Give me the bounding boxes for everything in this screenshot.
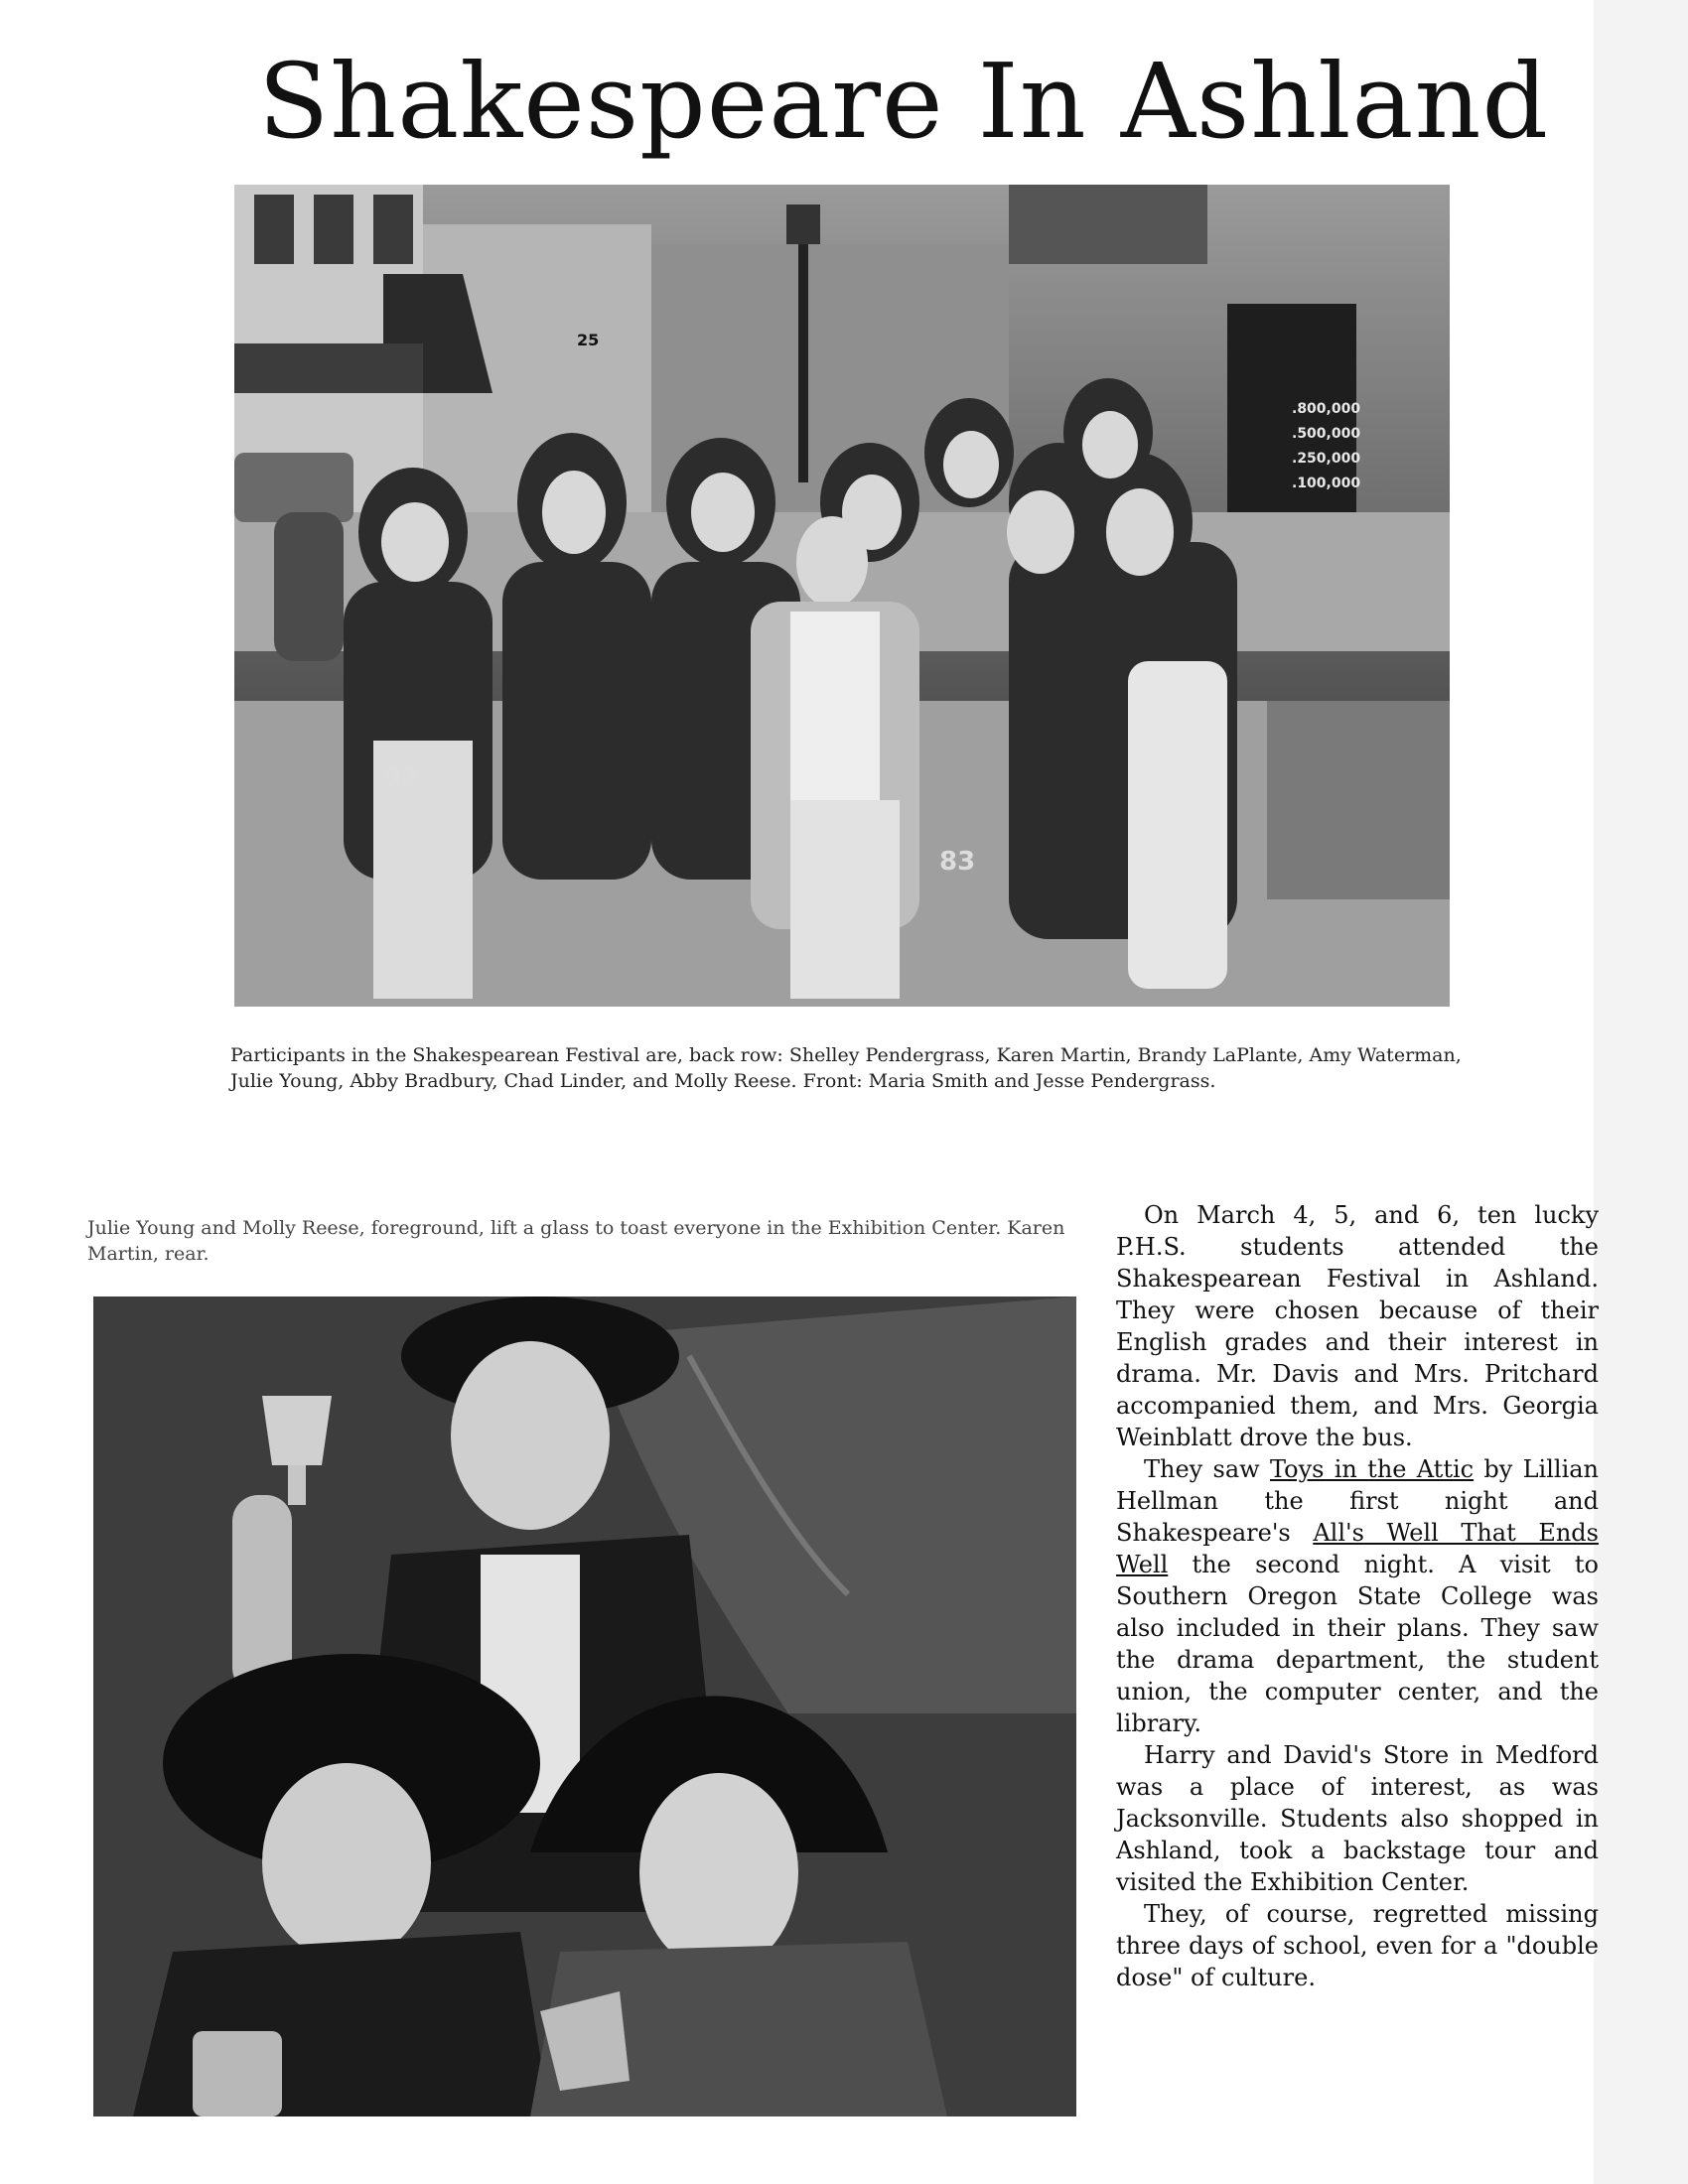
sign-number-4: .100,000 — [1292, 476, 1361, 491]
sign-number-1: .800,000 — [1292, 401, 1361, 417]
article-paragraph-1: On March 4, 5, and 6, ten lucky P.H.S. students attended the Shakespearean Festival in Ashland. They were chosen because of their English grades and their interest in drama. Mr. Davis and Mrs. Pritchard accompanied them, and Mrs. Georgia Weinblatt drove the bus. — [1116, 1201, 1599, 1451]
p2-before: They saw — [1144, 1455, 1270, 1483]
group-photo-caption: Participants in the Shakespearean Festival are, back row: Shelley Pendergrass, Karen Martin, Brandy LaPlante, Amy Waterman, Julie Young, Abby Bradbury, Chad Linder, and Molly Reese. Front: Maria Smith and Jesse Pendergrass. — [230, 1044, 1462, 1092]
sign-number-3: .250,000 — [1292, 451, 1361, 467]
page-edge-shade — [1594, 0, 1688, 2184]
p2-middle: by Lillian Hellman the first night and Shakespeare's — [1116, 1455, 1600, 1547]
article-paragraph-2 — [1116, 1453, 1599, 1739]
article-paragraph-4: They, of course, regretted missing three days of school, even for a "double dose" of culture. — [1116, 1900, 1599, 1991]
toast-photo — [93, 1297, 1076, 2116]
jacket-number-92: 92 — [383, 762, 420, 792]
article-text — [1116, 1199, 1599, 1993]
toast-photo-caption: Julie Young and Molly Reese, foreground, lift a glass to toast everyone in the Exhibition Center. Karen Martin, rear. — [87, 1217, 1065, 1265]
sign-number-2: .500,000 — [1292, 426, 1361, 442]
jacket-number-83: 83 — [939, 847, 976, 877]
group-photo — [234, 185, 1450, 1007]
article-paragraph-3: Harry and David's Store in Medford was a place of interest, as was Jacksonville. Students also shopped in Ashland, took a backstage tour and visited the Exhibition Center. — [1116, 1741, 1599, 1896]
play-title-toys-in-the-attic: Toys in the Attic — [1269, 1455, 1475, 1483]
p2-after: the second night. A visit to Southern Oregon State College was also included in their plans. They saw the drama department, the student union, the computer center, and the library. — [1116, 1551, 1599, 1737]
speed-sign: 25 — [577, 331, 600, 349]
page-title: Shakespeare In Ashland — [258, 41, 1550, 162]
play-title-alls-well: All's Well That Ends Well — [1116, 1519, 1599, 1578]
